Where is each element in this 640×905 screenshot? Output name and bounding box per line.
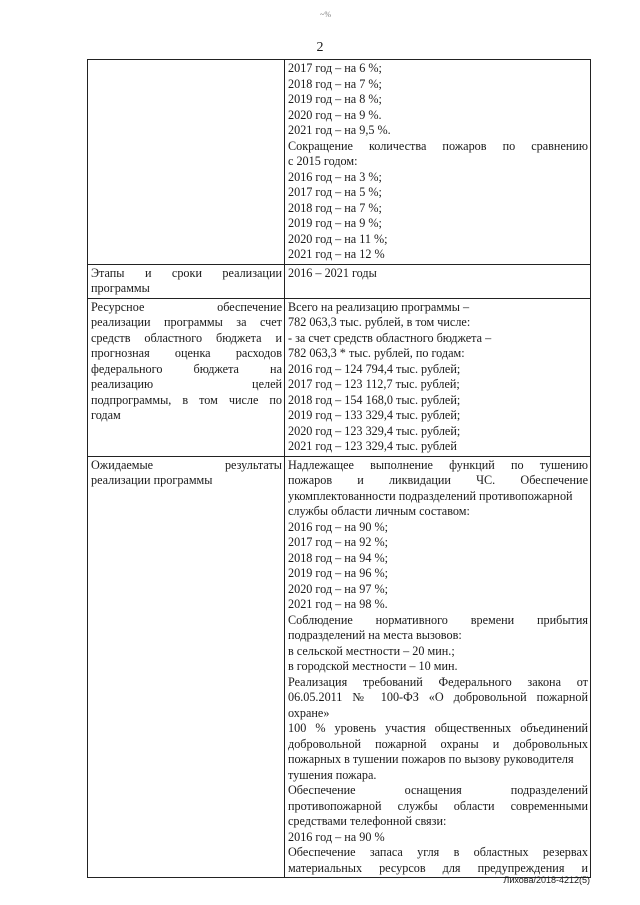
label-line: прогнозная оценка расходов [91,346,282,360]
content-line: противопожарной службы области современными [288,798,588,813]
row-label-cell [88,298,285,456]
content-line: 2021 год – на 9,5 %. [288,123,391,137]
content-line: 2018 год – 154 168,0 тыс. рублей; [288,392,461,407]
content-line: 2019 год – на 9 %; [288,216,382,230]
content-line: 2019 год – на 96 %; [288,566,388,580]
label-line: реализации программы за счет [91,315,282,329]
content-line: 2018 год – на 7 %; [288,76,382,91]
scan-speck: ~% [320,10,331,19]
row-content-cell [285,60,591,265]
content-line: средствами телефонной связи: [288,814,447,828]
footer-code: Лихова/2018-4212(5) [503,875,590,885]
row-content-cell [285,298,591,456]
table-row [88,456,591,878]
label-line: Этапы и сроки реализации [91,265,282,280]
content-line: 2017 год – на 92 %; [288,535,388,549]
content-line: 2020 год – на 97 %; [288,581,388,596]
content-line: 2017 год – на 5 %; [288,185,382,199]
content-line: 2016 год – на 3 %; [288,169,382,184]
content-line: 2020 год – на 11 %; [288,231,388,246]
content-line: - за счет средств областного бюджета – [288,330,492,345]
content-line: 2017 год – на 6 %; [288,61,382,75]
content-line: Реализация требований Федерального закона от [288,674,588,689]
content-line: в городской местности – 10 мин. [288,659,458,673]
content-line: 2020 год – на 9 %. [288,107,382,122]
content-line: подразделений на места вызовов: [288,628,462,642]
content-line: 06.05.2011 № 100-ФЗ «О добровольной пожарной [288,690,588,704]
content-line: в сельской местности – 20 мин.; [288,643,455,658]
content-line: укомплектованности подразделений противопожарной [288,488,573,503]
content-line: охране» [288,705,330,720]
content-line: Обеспечение оснащения подразделений [288,783,588,797]
label-line: реализацию целей [91,377,282,391]
content-line: 2020 год – 123 329,4 тыс. рублей; [288,423,461,438]
content-line: Надлежащее выполнение функций по тушению [288,457,588,472]
content-line: 782 063,3 тыс. рублей, в том числе: [288,315,471,329]
content-line: материальных ресурсов для предупреждения и [288,860,588,875]
row-content-cell [285,264,591,298]
row-label-cell [88,264,285,298]
label-line: Ожидаемые результаты [91,457,282,472]
table-row [88,298,591,456]
content-line: тушения пожара. [288,767,377,782]
label-line: программы [91,281,150,295]
label-line: Ресурсное обеспечение [91,299,282,314]
content-line: Обеспечение запаса угля в областных резервах [288,845,588,859]
label-line: федерального бюджета на [91,361,282,376]
content-line: добровольной пожарной охраны и добровольных [288,736,588,751]
content-line: Всего на реализацию программы – [288,299,470,314]
row-label-cell [88,456,285,878]
content-line: 2017 год – 123 112,7 тыс. рублей; [288,377,460,391]
row-label-cell [88,60,285,265]
content-line: 2019 год – на 8 %; [288,92,382,106]
content-line: 2021 год – на 12 % [288,247,385,261]
content-line: 2021 год – на 98 %. [288,597,388,611]
label-line: годам [91,408,121,422]
content-line: 2016 год – 124 794,4 тыс. рублей; [288,361,461,376]
table-row [88,264,591,298]
row-content-cell [285,456,591,878]
content-line: 2019 год – 133 329,4 тыс. рублей; [288,408,461,422]
content-line: 100 % уровень участия общественных объединений [288,721,588,735]
content-line: 2016 год – на 90 % [288,829,385,844]
label-line: реализации программы [91,473,213,487]
label-line: средств областного бюджета и [91,330,282,345]
content-line: пожарных в тушении пожаров по вызову руководителя [288,752,574,766]
content-line: 2021 год – 123 329,4 тыс. рублей [288,439,457,453]
content-line: с 2015 годом: [288,154,358,168]
content-line: пожаров и ликвидации ЧС. Обеспечение [288,473,588,487]
content-line: 2018 год – на 94 %; [288,550,388,565]
page-number: 2 [316,40,324,55]
label-line: подпрограммы, в том числе по [91,392,282,407]
content-line: службы области личным составом: [288,504,470,518]
content-line: 2016 год – на 90 %; [288,519,388,534]
passport-table [87,59,591,878]
content-line: 2016 – 2021 годы [288,265,377,280]
table-row [88,60,591,265]
content-line: Соблюдение нормативного времени прибытия [288,612,588,627]
content-line: 2018 год – на 7 %; [288,200,382,215]
content-line: 782 063,3 * тыс. рублей, по годам: [288,346,465,360]
content-line: Сокращение количества пожаров по сравнению [288,138,588,153]
